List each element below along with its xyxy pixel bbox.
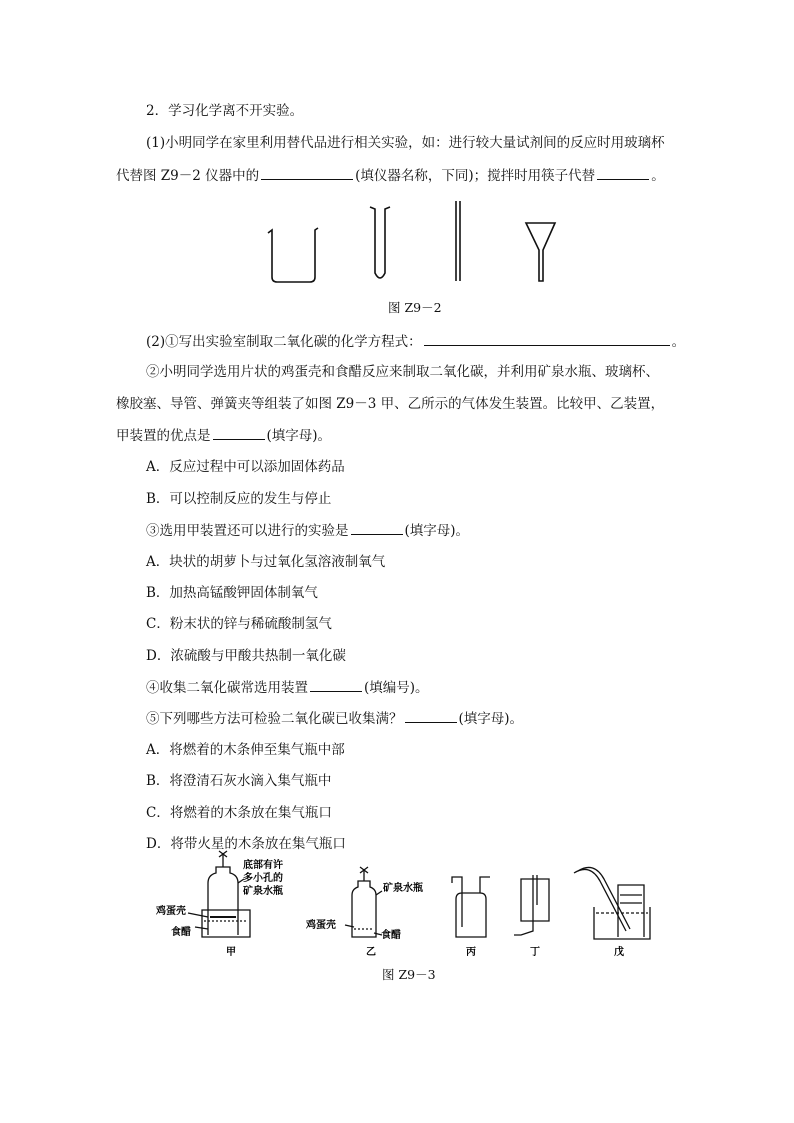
jia-bottle — [208, 867, 238, 935]
answer-blank-collect[interactable] — [310, 677, 362, 692]
apparatus-wu — [574, 867, 650, 939]
option-5-D: D．将带火星的木条放在集气瓶口 — [146, 836, 346, 852]
ding-label: 丁 — [530, 947, 540, 958]
apparatus-bing — [452, 877, 490, 937]
part1-text-c: 。 — [651, 168, 665, 184]
apparatus-jia — [188, 851, 250, 937]
answer-blank-equation[interactable] — [424, 331, 670, 346]
part2-q3-hint: (填字母)。 — [404, 523, 470, 539]
wu-label: 戊 — [614, 947, 624, 958]
option-3-C: C．粉末状的锌与稀硫酸制氢气 — [146, 616, 332, 632]
apparatus-ding — [514, 875, 549, 935]
jia-vinegar-label: 食醋 — [171, 927, 191, 938]
option-3-D: D．浓硫酸与甲酸共热制一氧化碳 — [146, 648, 346, 664]
part2-q3-text: ③选用甲装置还可以进行的实验是 — [146, 523, 349, 539]
part2-q2-text: 甲装置的优点是 — [116, 428, 211, 444]
jia-glass-cup — [202, 910, 250, 937]
option-5-B: B．将澄清石灰水滴入集气瓶中 — [146, 773, 332, 789]
option-3-B: B．加热高锰酸钾固体制氧气 — [146, 585, 318, 601]
part2-q1-text: (2)①写出实验室制取二氧化碳的化学方程式： — [146, 334, 422, 350]
answer-blank-check[interactable] — [405, 708, 457, 723]
figure-z9-3-caption: 图 Z9－3 — [382, 967, 436, 982]
part2-q5-text: ⑤下列哪些方法可检验二氧化碳已收集满？ — [146, 711, 403, 727]
answer-blank-instrument2[interactable] — [597, 165, 649, 180]
part1-line1: (1)小明同学在家里利用替代品进行相关实验，如：进行较大量试剂间的反应时用玻璃杯 — [146, 135, 665, 151]
option-2-B: B．可以控制反应的发生与停止 — [146, 491, 332, 507]
part2-q1 — [146, 331, 685, 352]
figure-z9-2-caption: 图 Z9－2 — [388, 300, 442, 315]
yi-egg-label: 鸡蛋壳 — [306, 920, 336, 931]
yi-label: 乙 — [366, 947, 376, 958]
option-5-A: A．将燃着的木条伸至集气瓶中部 — [146, 742, 345, 758]
part1-text-b: (填仪器名称，下同)；搅拌时用筷子代替 — [355, 168, 596, 184]
jia-note1: 底部有许 — [243, 860, 283, 871]
part2-q5 — [146, 708, 523, 729]
beaker-icon — [268, 228, 318, 282]
part2-q1-end: 。 — [671, 334, 686, 350]
part2-q2-hint: (填字母)。 — [266, 428, 332, 444]
jia-label: 甲 — [226, 947, 236, 958]
yi-vinegar-label: 食醋 — [381, 930, 401, 941]
part2-q4-text: ④收集二氧化碳常选用装置 — [146, 680, 308, 696]
option-5-C: C．将燃着的木条放在集气瓶口 — [146, 805, 332, 821]
part2-q5-hint: (填字母)。 — [458, 711, 524, 727]
part1-line2 — [116, 165, 665, 186]
part1-text-a: 代替图 Z9－2 仪器中的 — [116, 168, 260, 184]
test-tube-icon — [370, 207, 390, 278]
apparatus-yi — [345, 867, 382, 937]
option-2-A: A．反应过程中可以添加固体药品 — [146, 459, 345, 475]
part2-q4 — [146, 677, 429, 698]
glass-rod-icon — [456, 201, 460, 281]
figure-z9-3 — [0, 855, 794, 965]
part2-q2-line3 — [116, 425, 331, 446]
part2-q2-line2: 橡胶塞、导管、弹簧夹等组装了如图 Z9－3 甲、乙所示的气体发生装置。比较甲、乙装置， — [116, 396, 665, 412]
yi-bottle-label: 矿泉水瓶 — [383, 883, 423, 894]
figure-z9-2 — [0, 195, 794, 305]
answer-blank-advantage[interactable] — [213, 425, 265, 440]
question-title: 2．学习化学离不开实验。 — [146, 103, 304, 119]
part2-q4-hint: (填编号)。 — [364, 680, 429, 696]
jia-note3: 矿泉水瓶 — [243, 886, 283, 897]
part2-q2-line1: ②小明同学选用片状的鸡蛋壳和食醋反应来制取二氧化碳，并利用矿泉水瓶、玻璃杯、 — [146, 364, 659, 380]
answer-blank-instrument1[interactable] — [261, 165, 353, 180]
option-3-A: A．块状的胡萝卜与过氧化氢溶液制氧气 — [146, 554, 386, 570]
part2-q3 — [146, 520, 469, 541]
funnel-icon — [526, 223, 555, 281]
answer-blank-experiment[interactable] — [351, 520, 403, 535]
bing-label: 丙 — [466, 947, 476, 958]
jia-note2: 多小孔的 — [243, 873, 283, 884]
jia-egg-label: 鸡蛋壳 — [156, 906, 186, 917]
